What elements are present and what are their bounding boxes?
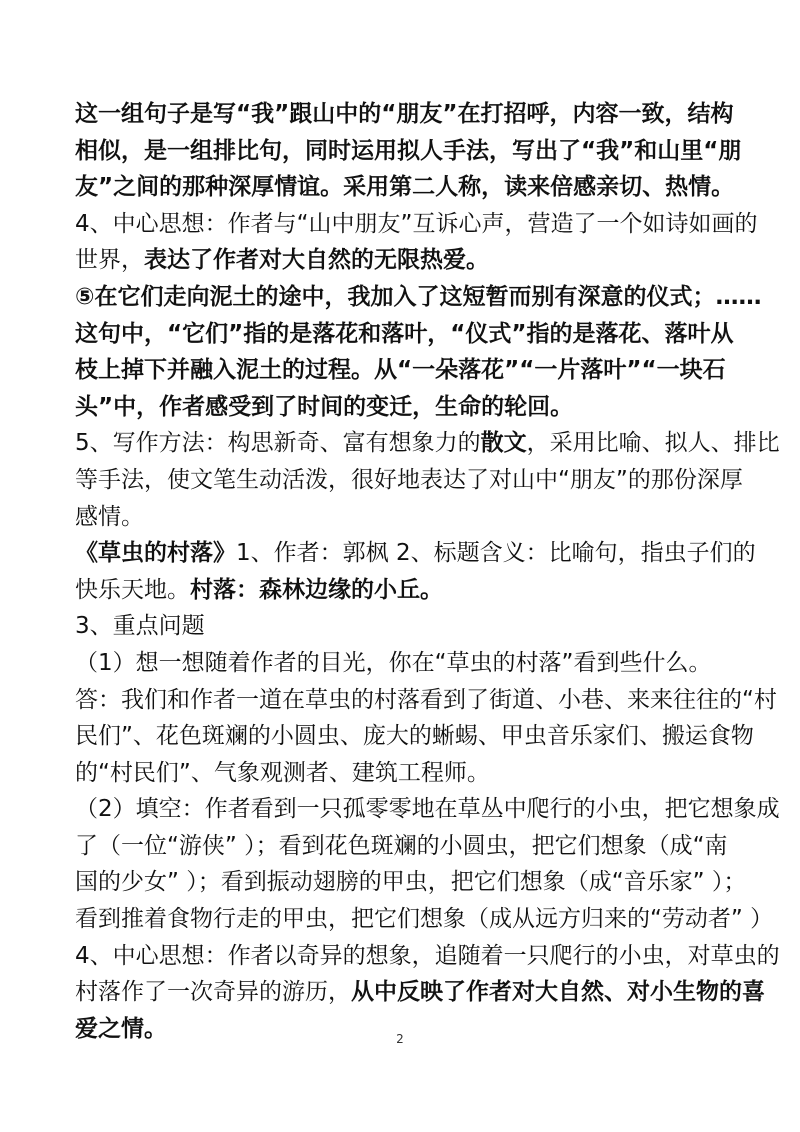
- paragraph-line: 的“村民们”、气象观测者、建筑工程师。: [75, 759, 490, 786]
- paragraph-line: 了（一位“游侠” ）；看到花色斑斓的小圆虫，把它们想象（成“南: [75, 832, 728, 859]
- paragraph-line: 看到推着食物行走的甲虫，把它们想象（成从远方归来的“劳动者” ）: [75, 906, 774, 933]
- paragraph-line: [75, 974, 765, 1011]
- text-run-bold: 表达了作者对大自然的无限热爱。: [144, 247, 489, 274]
- section-heading: 3、重点问题: [75, 613, 205, 640]
- paragraph-line: 枝上掉下并融入泥土的过程。从“一朵落花”“一片落叶”“一块石: [75, 357, 726, 384]
- paragraph-line: （1）想一想随着作者的目光，你在“草虫的村落”看到些什么。: [75, 649, 712, 676]
- document-body: [75, 96, 780, 1047]
- text-run: 1、作者：郭枫 2、标题含义：比喻句，指虫子们的: [236, 540, 756, 567]
- paragraph-line: ⑤在它们走向泥土的途中，我加入了这短暂而别有深意的仪式；……: [75, 283, 762, 310]
- text-run: 快乐天地。: [75, 576, 190, 603]
- paragraph-line: 这一组句子是写“我”跟山中的“朋友”在打招呼，内容一致，结构: [75, 101, 734, 127]
- paragraph-line: 等手法，使文笔生动活泼，很好地表达了对山中“朋友”的那份深厚: [75, 466, 743, 493]
- paragraph-line: 感情。: [75, 503, 144, 530]
- paragraph-line: [75, 425, 780, 462]
- text-run-bold: 散文: [480, 430, 527, 457]
- lesson-title: 《草虫的村落》: [75, 540, 236, 567]
- paragraph-line: [75, 572, 735, 609]
- paragraph-line: 答：我们和作者一道在草虫的村落看到了街道、小巷、来来往往的“村: [75, 686, 777, 713]
- text-run: ，采用比喻、拟人、排比: [526, 430, 780, 457]
- paragraph-line: 头”中，作者感受到了时间的变迁，生命的轮回。: [75, 393, 574, 420]
- text-run-bold: 村落：森林边缘的小丘。: [190, 576, 443, 603]
- paragraph-line: 友”之间的那种深厚情谊。采用第二人称，读来倍感亲切、热情。: [75, 174, 735, 201]
- paragraph-line: [75, 242, 735, 279]
- paragraph-line: 国的少女” ）；看到振动翅膀的甲虫，把它们想象（成“音乐家” ）；: [75, 869, 747, 896]
- paragraph-line: 4、中心思想：作者与“山中朋友”互诉心声，营造了一个如诗如画的: [75, 210, 758, 237]
- paragraph-line: 民们”、花色斑斓的小圆虫、庞大的蜥蜴、甲虫音乐家们、搬运食物: [75, 723, 754, 750]
- text-run: 5、写作方法：构思新奇、富有想象力的: [75, 430, 481, 457]
- paragraph-line: （2）填空：作者看到一只孤零零地在草丛中爬行的小虫，把它想象成: [75, 796, 780, 823]
- page-number: 2: [396, 1032, 404, 1046]
- text-run: 世界，: [75, 247, 144, 274]
- paragraph-line: 这句中，“它们”指的是落花和落叶，“仪式”指的是落花、落叶从: [75, 320, 734, 347]
- text-run: 村落作了一次奇异的游历，: [75, 979, 351, 1006]
- paragraph-line: 相似，是一组排比句，同时运用拟人手法，写出了“我”和山里“朋: [75, 137, 742, 164]
- text-run-bold: 从中反映了作者对大自然、对小生物的喜: [351, 979, 765, 1006]
- paragraph-line: 4、中心思想：作者以奇异的想象，追随着一只爬行的小虫，对草虫的: [75, 942, 780, 969]
- paragraph-line: 爱之情。: [75, 1015, 167, 1042]
- paragraph-line: [75, 535, 756, 572]
